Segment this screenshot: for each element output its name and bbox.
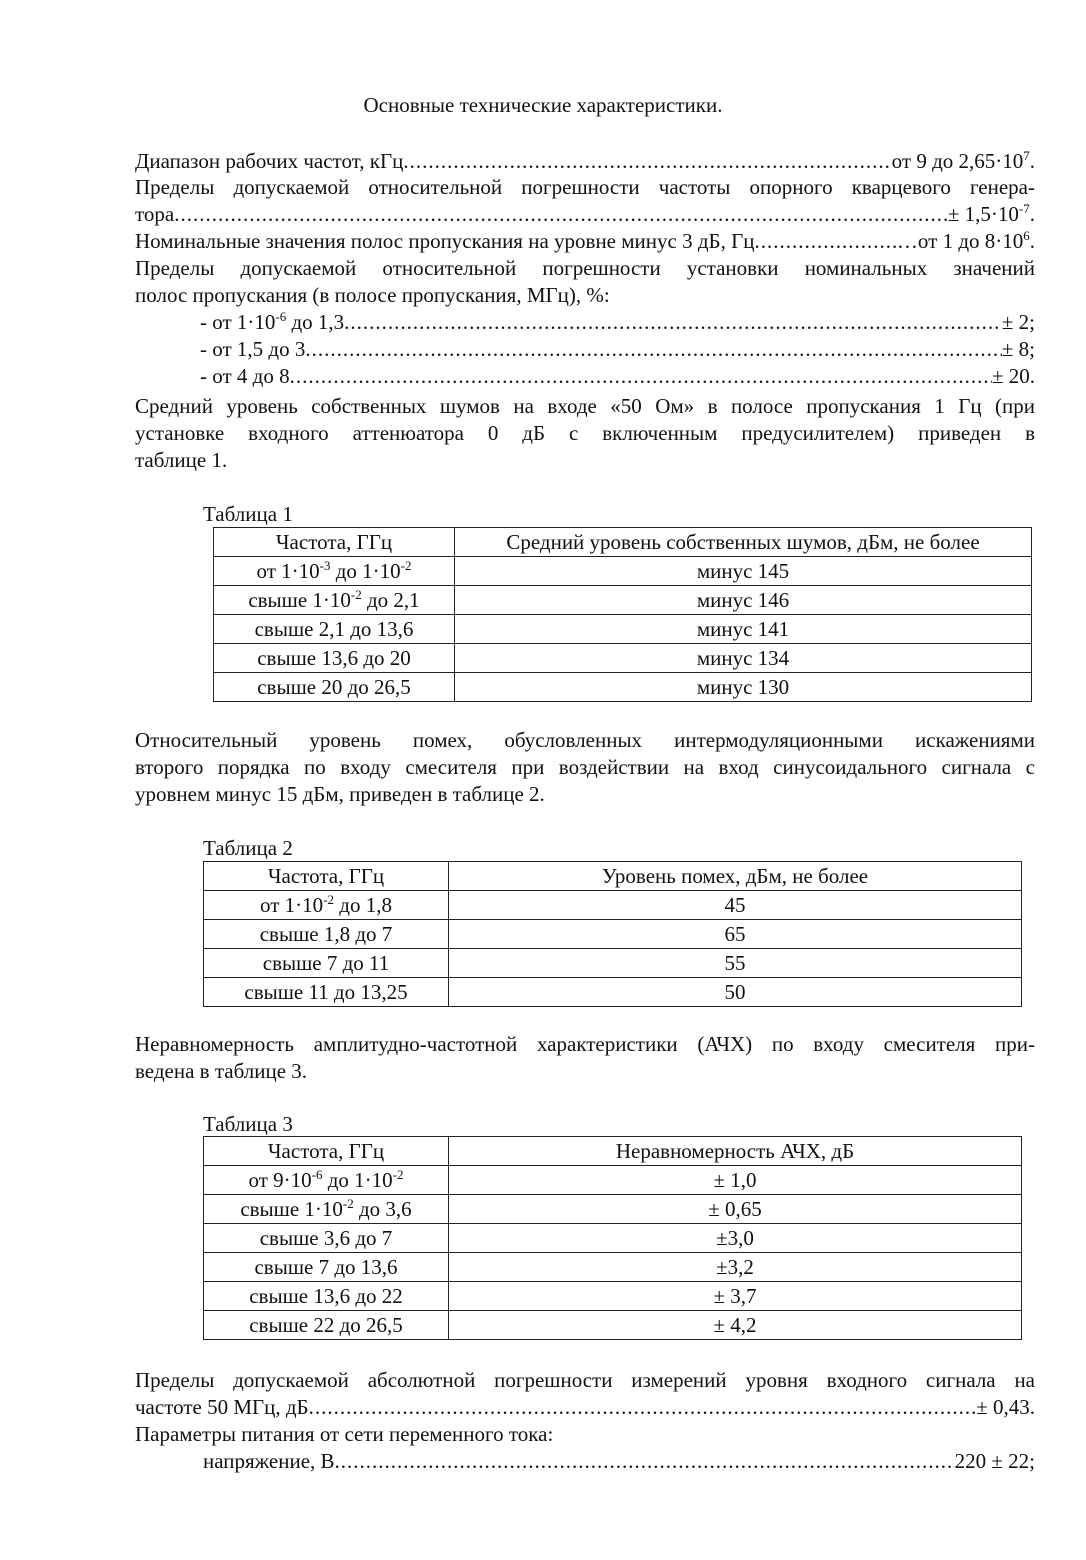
tolerance-line-1: Пределы допускаемой относительной погрешности установки номинальных значений [135,256,1035,280]
bullet-value: ± 8; [1001,337,1035,361]
bandwidth-label: Номинальные значения полос пропускания на уровне минус 3 дБ, Гц [135,229,755,253]
value-cell: ± 4,2 [449,1311,1022,1340]
table3-caption: Таблица 3 [203,1112,293,1136]
table-row [204,1253,1022,1282]
table-row [204,1311,1022,1340]
table-row [214,615,1032,644]
voltage-label: напряжение, В [203,1449,335,1473]
frequency-cell: свыше 2,1 до 13,6 [214,615,455,644]
frequency-cell: от $1\cdot 10^{-2}$ до 1,8 [204,891,449,920]
table-row [214,644,1032,673]
frequency-cell: свыше $1\cdot 10^{-2}$ до 2,1 [214,586,455,615]
table3 [203,1136,1022,1340]
leader-dots [403,148,891,174]
frequency-cell: свыше 11 до 13,25 [204,978,449,1007]
value-cell: минус 134 [455,644,1032,673]
intermod-line-3: уровнем минус 15 дБм, приведен в таблице 2. [135,782,545,806]
leader-dots [754,228,896,254]
table-row [204,920,1022,949]
freq-range-line [135,148,1035,174]
column-header: Неравномерность АЧХ, дБ [449,1137,1022,1166]
frequency-cell: свыше 3,6 до 7 [204,1224,449,1253]
osc-line-1: Пределы допускаемой относительной погрешности частоты опорного кварцевого генера- [135,175,1035,199]
frequency-cell: свыше 7 до 11 [204,949,449,978]
bandwidth-line [135,228,1035,254]
value-cell: ±3,0 [449,1224,1022,1253]
bullet-label: - от 1,5 до 3 [200,337,306,361]
abs-error-line-1: Пределы допускаемой абсолютной погрешности измерений уровня входного сигнала на [135,1368,1035,1392]
frequency-cell: свыше 1,8 до 7 [204,920,449,949]
voltage-line [203,1448,1035,1474]
value-cell: минус 146 [455,586,1032,615]
table-header-row [204,1137,1022,1166]
table1 [213,527,1032,702]
freq-range-value: от 9 до $2,65\cdot 10^7$. [891,148,1035,173]
table-row [204,1282,1022,1311]
leader-dots [174,201,948,227]
leader-dots [290,363,992,389]
leader-dots [305,336,1002,362]
table-row [204,1195,1022,1224]
value-cell: 65 [449,920,1022,949]
bullet-value: ± 2; [1001,310,1035,334]
column-header: Частота, ГГц [214,528,455,557]
table-row [204,1224,1022,1253]
noise-line-2: установке входного аттенюатора 0 дБ с включенным предусилителем) приведен в [135,421,1035,445]
table-row [214,673,1032,702]
abs-error-line-2 [135,1394,1035,1420]
flatness-line-2: ведена в таблице 3. [135,1059,308,1083]
noise-line-3: таблице 1. [135,448,228,472]
value-cell: 55 [449,949,1022,978]
bullet-item [200,336,1035,362]
table-row [214,586,1032,615]
voltage-value: 220 ± 22; [954,1449,1035,1473]
table-row [214,557,1032,586]
freq-range-label: Диапазон рабочих частот, кГц [135,149,404,173]
intermod-line-2: второго порядка по входу смесителя при воздействии на вход синусоидального сигнала с [135,755,1035,779]
table-row [204,1166,1022,1195]
value-cell: ± 3,7 [449,1282,1022,1311]
value-cell: 50 [449,978,1022,1007]
intermod-line-1: Относительный уровень помех, обусловленных интермодуляционными искажениями [135,728,1035,752]
frequency-cell: свыше 13,6 до 20 [214,644,455,673]
value-cell: ± 0,65 [449,1195,1022,1224]
column-header: Частота, ГГц [204,1137,449,1166]
table2 [203,861,1022,1007]
column-header: Средний уровень собственных шумов, дБм, не более [455,528,1032,557]
bullet-label: - от $1\cdot 10^{-6}$ до 1,3 [200,309,345,334]
frequency-cell: свыше $1\cdot 10^{-2}$ до 3,6 [204,1195,449,1224]
value-cell: ± 1,0 [449,1166,1022,1195]
abs-error-label: частоте 50 МГц, дБ [135,1395,309,1419]
frequency-cell: свыше 7 до 13,6 [204,1253,449,1282]
value-cell: минус 141 [455,615,1032,644]
table1-caption: Таблица 1 [203,502,293,526]
bullet-label: - от 4 до 8 [200,364,290,388]
osc-value: ± $1,5\cdot 10^{-7}$. [947,201,1035,226]
tolerance-line-2: полос пропускания (в полосе пропускания, МГц), %: [135,283,610,307]
table2-caption: Таблица 2 [203,836,293,860]
frequency-cell: свыше 13,6 до 22 [204,1282,449,1311]
table-row [204,949,1022,978]
leader-dots [309,1394,977,1420]
table-header-row [214,528,1032,557]
bullet-item [200,363,1035,389]
leader-dots [344,309,1002,335]
osc-label: тора [135,202,175,226]
abs-error-value: ± 0,43. [976,1395,1035,1419]
power-heading: Параметры питания от сети переменного тока: [135,1422,554,1446]
bullet-value: ± 20. [991,364,1035,388]
osc-line-2 [135,201,1035,227]
bullet-item [200,309,1035,335]
column-header: Уровень помех, дБм, не более [449,862,1022,891]
frequency-cell: от $9\cdot 10^{-6}$ до $1\cdot 10^{-2}$ [204,1166,449,1195]
flatness-line-1: Неравномерность амплитудно-частотной характеристики (АЧХ) по входу смесителя при- [135,1032,1035,1056]
noise-line-1: Средний уровень собственных шумов на входе «50 Ом» в полосе пропускания 1 Гц (при [135,394,1035,418]
table-row [204,978,1022,1007]
frequency-cell: свыше 22 до 26,5 [204,1311,449,1340]
value-cell: минус 130 [455,673,1032,702]
page-title: Основные технические характеристики. [363,93,723,117]
value-cell: 45 [449,891,1022,920]
frequency-cell: свыше 20 до 26,5 [214,673,455,702]
value-cell: минус 145 [455,557,1032,586]
table-header-row [204,862,1022,891]
frequency-cell: от $1\cdot 10^{-3}$ до $1\cdot 10^{-2}$ [214,557,455,586]
table-row [204,891,1022,920]
leader-dots [335,1448,955,1474]
bandwidth-value: …от 1 до $8\cdot 10^6$. [896,228,1035,253]
value-cell: ±3,2 [449,1253,1022,1282]
column-header: Частота, ГГц [204,862,449,891]
